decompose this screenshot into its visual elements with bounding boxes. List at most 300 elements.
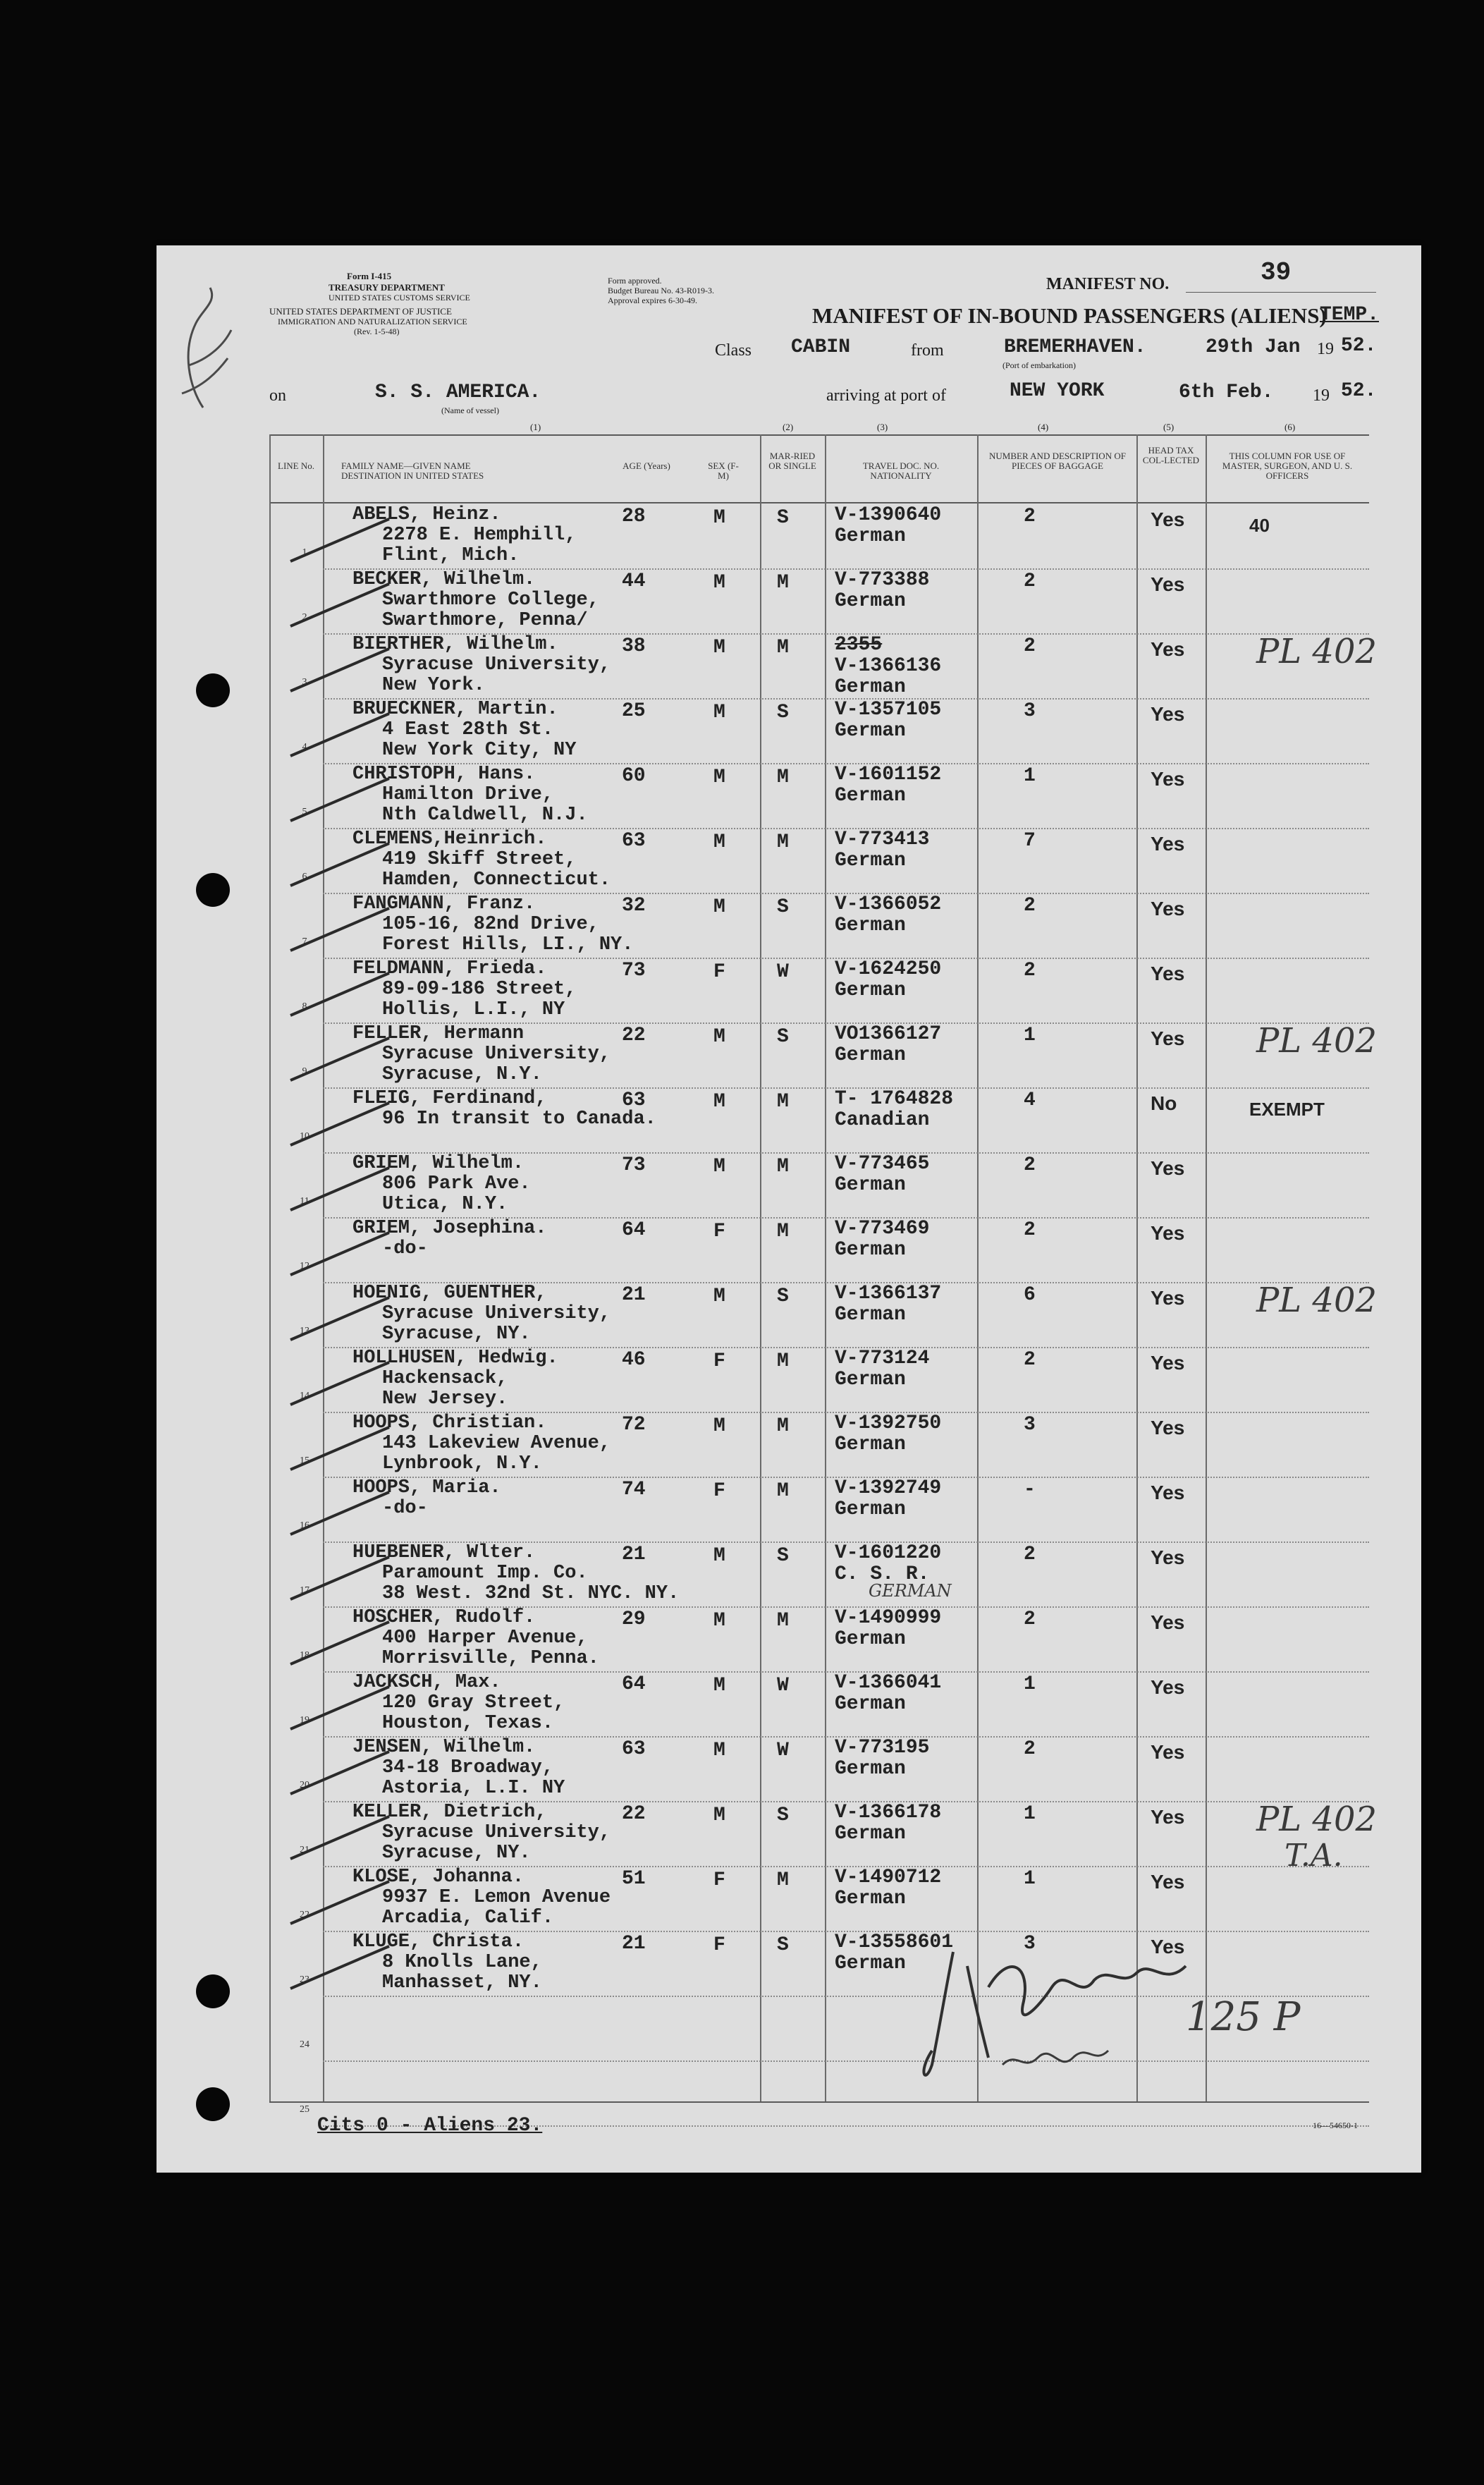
destination-line: Hollis, L.I., NY bbox=[382, 999, 565, 1020]
sex-value: F bbox=[713, 961, 725, 983]
age-value: 64 bbox=[622, 1219, 646, 1241]
nationality: German bbox=[835, 1498, 906, 1520]
col-num-4: (4) bbox=[1038, 422, 1049, 432]
treasury-dept: TREASURY DEPARTMENT bbox=[329, 282, 445, 293]
form-number: Form I-415 bbox=[347, 271, 392, 281]
struck-doc-number: 2355 bbox=[835, 634, 883, 656]
age-value: 44 bbox=[622, 570, 646, 592]
passenger-name: KLUGE, Christa. bbox=[352, 1931, 525, 1953]
travel-doc-number: V-1490999 bbox=[835, 1607, 942, 1629]
header-travel-doc: TRAVEL DOC. NO. bbox=[862, 460, 940, 471]
table-row bbox=[157, 829, 1421, 894]
destination-line: -do- bbox=[382, 1238, 428, 1259]
travel-doc-number: V-1490712 bbox=[835, 1867, 942, 1888]
age-value: 51 bbox=[622, 1868, 646, 1890]
destination-line: Syracuse University, bbox=[382, 1303, 611, 1324]
arrival-port: NEW YORK bbox=[1010, 380, 1105, 402]
header-officers: THIS COLUMN FOR USE OF MASTER, SURGEON, AND U. S. OFFICERS bbox=[1222, 451, 1353, 481]
check-mark bbox=[283, 1031, 396, 1087]
nationality: German bbox=[835, 1823, 906, 1845]
destination-line: 105-16, 82nd Drive, bbox=[382, 914, 599, 935]
sex-value: M bbox=[713, 831, 725, 853]
officer-remark: PL 402 bbox=[1256, 1021, 1378, 1061]
nationality: German bbox=[835, 1239, 906, 1261]
destination-line: Syracuse, N.Y. bbox=[382, 1064, 542, 1085]
passenger-name: HUEBENER, Wlter. bbox=[352, 1542, 536, 1563]
travel-doc-number: V-773413 bbox=[835, 829, 930, 850]
nationality: German bbox=[835, 590, 906, 612]
destination-line: Arcadia, Calif. bbox=[382, 1907, 554, 1929]
age-value: 22 bbox=[622, 1803, 646, 1825]
baggage-count: 1 bbox=[1024, 1803, 1036, 1825]
travel-doc-number: V-773195 bbox=[835, 1737, 930, 1759]
nationality: C. S. R. bbox=[835, 1563, 930, 1585]
baggage-count: 2 bbox=[1024, 635, 1036, 657]
destination-line: 806 Park Ave. bbox=[382, 1173, 531, 1195]
sex-value: M bbox=[713, 572, 725, 594]
passenger-name: ABELS, Heinz. bbox=[352, 504, 501, 525]
manifest-number: 39 bbox=[1261, 258, 1292, 287]
check-mark bbox=[283, 707, 396, 763]
nationality: German bbox=[835, 676, 906, 698]
arriving-label: arriving at port of bbox=[826, 386, 946, 405]
check-mark bbox=[283, 1550, 396, 1606]
line-number: 25 bbox=[300, 2104, 309, 2115]
check-mark bbox=[283, 1226, 396, 1282]
marital-status: M bbox=[777, 767, 789, 788]
head-tax-collected: Yes bbox=[1151, 1611, 1185, 1633]
baggage-count: 6 bbox=[1024, 1284, 1036, 1306]
destination-line: 419 Skiff Street, bbox=[382, 849, 577, 870]
manifest-title: MANIFEST OF IN-BOUND PASSENGERS (ALIENS) bbox=[812, 303, 1327, 328]
head-tax-collected: Yes bbox=[1151, 1222, 1185, 1244]
head-tax-collected: Yes bbox=[1151, 1546, 1185, 1568]
sex-value: M bbox=[713, 507, 725, 529]
age-value: 63 bbox=[622, 1738, 646, 1760]
totals-line: Cits 0 - Aliens 23. bbox=[317, 2115, 543, 2137]
line-number: 11 bbox=[300, 1196, 309, 1207]
punch-hole bbox=[196, 2087, 230, 2121]
line-number: 22 bbox=[300, 1910, 309, 1920]
destination-line: Syracuse University, bbox=[382, 654, 611, 676]
head-tax-collected: Yes bbox=[1151, 1871, 1185, 1893]
marital-status: S bbox=[777, 1545, 789, 1567]
passenger-name: JENSEN, Wilhelm. bbox=[352, 1737, 536, 1758]
passenger-name: CHRISTOPH, Hans. bbox=[352, 764, 536, 785]
table-row bbox=[157, 764, 1421, 829]
sex-value: F bbox=[713, 1934, 725, 1956]
table-top-rule bbox=[269, 434, 1369, 436]
passenger-name: JACKSCH, Max. bbox=[352, 1672, 501, 1693]
officer-remark: EXEMPT bbox=[1249, 1099, 1325, 1120]
head-tax-collected: Yes bbox=[1151, 1287, 1185, 1309]
header-baggage: NUMBER AND DESCRIPTION OF PIECES OF BAGGAGE bbox=[989, 451, 1126, 471]
destination-line: Morrisville, Penna. bbox=[382, 1648, 599, 1669]
head-tax-collected: Yes bbox=[1151, 833, 1185, 855]
marital-status: S bbox=[777, 1934, 789, 1956]
head-tax-collected: Yes bbox=[1151, 508, 1185, 530]
nationality: German bbox=[835, 979, 906, 1001]
nationality: German bbox=[835, 1174, 906, 1196]
nationality: German bbox=[835, 850, 906, 872]
head-tax-collected: Yes bbox=[1151, 1417, 1185, 1439]
line-number: 9 bbox=[302, 1066, 307, 1077]
officer-remark: PL 402 bbox=[1256, 1281, 1378, 1320]
nationality: German bbox=[835, 1888, 906, 1910]
passenger-name: KLOSE, Johanna. bbox=[352, 1867, 525, 1888]
header-name: FAMILY NAME—GIVEN NAME bbox=[341, 460, 471, 471]
sex-value: M bbox=[713, 1026, 725, 1048]
destination-line: Astoria, L.I. NY bbox=[382, 1778, 565, 1799]
header-head-tax: HEAD TAX COL-LECTED bbox=[1142, 445, 1200, 465]
head-tax-collected: Yes bbox=[1151, 1482, 1185, 1503]
line-number: 24 bbox=[300, 2039, 309, 2050]
line-number: 18 bbox=[300, 1650, 309, 1661]
age-value: 73 bbox=[622, 1154, 646, 1176]
table-row bbox=[157, 1932, 1421, 1997]
check-mark bbox=[283, 642, 396, 698]
officer-remark: PL 402 bbox=[1256, 632, 1378, 671]
age-value: 21 bbox=[622, 1284, 646, 1306]
travel-doc-number: V-773124 bbox=[835, 1348, 930, 1369]
destination-line: Syracuse University, bbox=[382, 1044, 611, 1065]
check-mark bbox=[283, 1809, 396, 1866]
passenger-name: FELDMANN, Frieda. bbox=[352, 958, 547, 979]
age-value: 28 bbox=[622, 506, 646, 527]
marital-status: M bbox=[777, 572, 789, 594]
destination-line: 96 In transit to Canada. bbox=[382, 1109, 656, 1130]
temp-mark: TEMP. bbox=[1320, 304, 1380, 326]
table-row bbox=[157, 700, 1421, 764]
passenger-name: FELLER, Hermann bbox=[352, 1023, 525, 1044]
destination-line: Syracuse, NY. bbox=[382, 1324, 531, 1345]
vessel-name: S. S. AMERICA. bbox=[375, 381, 541, 403]
travel-doc-number: V-1390640 bbox=[835, 504, 942, 526]
line-number: 23 bbox=[300, 1974, 309, 1985]
destination-line: Flint, Mich. bbox=[382, 545, 520, 566]
marital-status: S bbox=[777, 702, 789, 723]
nationality: German bbox=[835, 720, 906, 742]
travel-doc-number: V-1601220 bbox=[835, 1542, 942, 1564]
passenger-name: BECKER, Wilhelm. bbox=[352, 569, 536, 590]
head-tax-collected: Yes bbox=[1151, 1741, 1185, 1763]
travel-doc-number: V-1357105 bbox=[835, 699, 942, 721]
departure-year-prefix: 19 bbox=[1317, 340, 1334, 358]
destination-line: Forest Hills, LI., NY. bbox=[382, 934, 634, 955]
line-number: 20 bbox=[300, 1780, 309, 1790]
line-number: 15 bbox=[300, 1455, 309, 1466]
officer-remark-2: T.A. bbox=[1284, 1838, 1343, 1874]
marital-status: W bbox=[777, 961, 789, 983]
passenger-name: HOLLHUSEN, Hedwig. bbox=[352, 1348, 558, 1369]
embarkation-note: (Port of embarkation) bbox=[1002, 360, 1076, 370]
table-row bbox=[157, 1673, 1421, 1738]
baggage-count: - bbox=[1024, 1479, 1036, 1501]
nationality: German bbox=[835, 785, 906, 807]
destination-line: Hackensack, bbox=[382, 1368, 508, 1389]
table-row bbox=[157, 1154, 1421, 1219]
line-number: 6 bbox=[302, 872, 307, 882]
col-num-2: (2) bbox=[783, 422, 794, 432]
check-mark bbox=[283, 512, 396, 568]
table-row bbox=[157, 1867, 1421, 1932]
approval-expiry: Approval expires 6-30-49. bbox=[608, 295, 697, 305]
destination-line: 4 East 28th St. bbox=[382, 719, 554, 740]
nationality: German bbox=[835, 1953, 906, 1974]
col-num-5: (5) bbox=[1163, 422, 1175, 432]
destination-line: New York. bbox=[382, 675, 485, 696]
passenger-name: GRIEM, Josephina. bbox=[352, 1218, 547, 1239]
baggage-count: 2 bbox=[1024, 570, 1036, 592]
table-row bbox=[157, 505, 1421, 570]
check-mark bbox=[283, 577, 396, 633]
travel-doc-number: VO1366127 bbox=[835, 1023, 942, 1045]
officer-count-note: 125 P bbox=[1186, 1994, 1301, 2040]
passenger-entry bbox=[352, 1089, 656, 1130]
sex-value: F bbox=[713, 1869, 725, 1891]
sex-value: F bbox=[713, 1221, 725, 1242]
passenger-name: BIERTHER, Wilhelm. bbox=[352, 634, 558, 655]
header-bottom-rule bbox=[269, 502, 1369, 503]
head-tax-collected: Yes bbox=[1151, 703, 1185, 725]
arrival-date: 6th Feb. bbox=[1179, 381, 1274, 403]
margin-signature bbox=[161, 267, 245, 429]
passenger-name: FLEIG, Ferdinand, bbox=[352, 1088, 547, 1109]
check-mark bbox=[283, 1355, 396, 1412]
head-tax-collected: Yes bbox=[1151, 898, 1185, 920]
table-row bbox=[157, 1800, 1421, 1874]
check-mark bbox=[283, 1939, 396, 1996]
baggage-count: 2 bbox=[1024, 1738, 1036, 1760]
nationality: German bbox=[835, 1044, 906, 1066]
table-row bbox=[157, 1413, 1421, 1478]
check-mark bbox=[283, 1290, 396, 1347]
destination-line: 120 Gray Street, bbox=[382, 1692, 565, 1714]
travel-doc-number: V-1624250 bbox=[835, 958, 942, 980]
col-num-3: (3) bbox=[877, 422, 888, 432]
vessel-note: (Name of vessel) bbox=[441, 405, 499, 415]
sex-value: M bbox=[713, 1740, 725, 1762]
check-mark bbox=[283, 1096, 396, 1152]
baggage-count: 2 bbox=[1024, 506, 1036, 527]
table-row bbox=[157, 570, 1421, 635]
nationality: German bbox=[835, 1758, 906, 1780]
justice-dept: UNITED STATES DEPARTMENT OF JUSTICE bbox=[269, 306, 452, 317]
marital-status: W bbox=[777, 1740, 789, 1762]
table-row bbox=[157, 959, 1421, 1024]
marital-status: W bbox=[777, 1675, 789, 1697]
baggage-count: 2 bbox=[1024, 1608, 1036, 1630]
sex-value: M bbox=[713, 767, 725, 788]
form-revision: (Rev. 1-5-48) bbox=[354, 326, 400, 336]
passenger-name: HOENIG, GUENTHER, bbox=[352, 1283, 547, 1304]
check-mark bbox=[283, 1420, 396, 1477]
punch-hole bbox=[196, 873, 230, 907]
destination-line: 400 Harper Avenue, bbox=[382, 1628, 588, 1649]
destination-line: 2278 E. Hemphill, bbox=[382, 525, 577, 546]
check-mark bbox=[283, 966, 396, 1022]
baggage-count: 4 bbox=[1024, 1089, 1036, 1111]
head-tax-collected: No bbox=[1151, 1092, 1177, 1114]
line-number: 21 bbox=[300, 1845, 309, 1855]
check-mark bbox=[283, 836, 396, 893]
line-number: 17 bbox=[300, 1585, 309, 1596]
baggage-count: 2 bbox=[1024, 1219, 1036, 1241]
travel-doc-number: V-1366137 bbox=[835, 1283, 942, 1305]
destination-line: Manhasset, NY. bbox=[382, 1972, 542, 1994]
age-value: 63 bbox=[622, 830, 646, 852]
line-number: 1 bbox=[302, 547, 307, 558]
arrival-year-prefix: 19 bbox=[1313, 386, 1330, 405]
nationality: Canadian bbox=[835, 1109, 930, 1131]
check-mark bbox=[283, 1615, 396, 1671]
baggage-count: 3 bbox=[1024, 700, 1036, 722]
destination-line: 8 Knolls Lane, bbox=[382, 1952, 542, 1973]
destination-line: Lynbrook, N.Y. bbox=[382, 1453, 542, 1474]
table-row bbox=[157, 1543, 1421, 1608]
age-value: 21 bbox=[622, 1933, 646, 1955]
passenger-name: FANGMANN, Franz. bbox=[352, 893, 536, 915]
table-row bbox=[157, 894, 1421, 959]
marital-status: M bbox=[777, 1156, 789, 1178]
handwritten-nationality: GERMAN bbox=[869, 1581, 952, 1601]
age-value: 32 bbox=[622, 895, 646, 917]
baggage-count: 1 bbox=[1024, 1673, 1036, 1695]
baggage-count: 1 bbox=[1024, 1025, 1036, 1046]
arrival-year: 52. bbox=[1341, 380, 1377, 402]
check-mark bbox=[283, 901, 396, 958]
check-mark bbox=[283, 1161, 396, 1217]
age-value: 73 bbox=[622, 960, 646, 982]
header-line-no: LINE No. bbox=[278, 460, 314, 471]
header-married: MAR-RIED OR SINGLE bbox=[768, 451, 816, 471]
head-tax-collected: Yes bbox=[1151, 963, 1185, 984]
marital-status: M bbox=[777, 831, 789, 853]
baggage-count: 2 bbox=[1024, 1544, 1036, 1565]
marital-status: S bbox=[777, 1026, 789, 1048]
nationality: German bbox=[835, 1369, 906, 1391]
manifest-label: MANIFEST NO. bbox=[1046, 275, 1170, 293]
head-tax-collected: Yes bbox=[1151, 638, 1185, 660]
form-approved: Form approved. bbox=[608, 276, 662, 286]
check-mark bbox=[283, 1485, 396, 1541]
line-number: 12 bbox=[300, 1261, 309, 1271]
nationality: German bbox=[835, 1434, 906, 1455]
travel-doc-number: V-1366136 bbox=[835, 655, 942, 677]
class-label: Class bbox=[715, 341, 752, 360]
travel-doc-number: V-773388 bbox=[835, 569, 930, 591]
age-value: 22 bbox=[622, 1025, 646, 1046]
check-mark bbox=[283, 771, 396, 828]
officer-signature bbox=[911, 1924, 1207, 2107]
departure-year: 52. bbox=[1341, 335, 1377, 357]
age-value: 60 bbox=[622, 765, 646, 787]
marital-status: M bbox=[777, 1091, 789, 1113]
sex-value: M bbox=[713, 1675, 725, 1697]
travel-doc-number: V-773469 bbox=[835, 1218, 930, 1240]
age-value: 38 bbox=[622, 635, 646, 657]
baggage-count: 2 bbox=[1024, 895, 1036, 917]
passenger-name: BRUECKNER, Martin. bbox=[352, 699, 558, 720]
sex-value: M bbox=[713, 1805, 725, 1826]
immigration-service: IMMIGRATION AND NATURALIZATION SERVICE bbox=[278, 317, 467, 326]
destination-line: Syracuse, NY. bbox=[382, 1843, 531, 1864]
customs-service: UNITED STATES CUSTOMS SERVICE bbox=[329, 293, 470, 303]
destination-line: New Jersey. bbox=[382, 1388, 508, 1410]
on-label: on bbox=[269, 386, 286, 405]
age-value: 72 bbox=[622, 1414, 646, 1436]
baggage-count: 7 bbox=[1024, 830, 1036, 852]
from-port: BREMERHAVEN. bbox=[1004, 336, 1146, 358]
head-tax-collected: Yes bbox=[1151, 1676, 1185, 1698]
officer-remark: 40 bbox=[1249, 515, 1270, 536]
line-number: 7 bbox=[302, 936, 307, 947]
table-row bbox=[157, 1608, 1421, 1673]
age-value: 63 bbox=[622, 1089, 646, 1111]
nationality: German bbox=[835, 915, 906, 936]
from-label: from bbox=[911, 341, 944, 360]
line-number: 8 bbox=[302, 1001, 307, 1012]
age-value: 29 bbox=[622, 1608, 646, 1630]
marital-status: S bbox=[777, 1805, 789, 1826]
passenger-name: GRIEM, Wilhelm. bbox=[352, 1153, 525, 1174]
destination-line: 89-09-186 Street, bbox=[382, 979, 577, 1000]
header-nationality: NATIONALITY bbox=[870, 470, 932, 481]
table-row bbox=[157, 1738, 1421, 1802]
passenger-name: KELLER, Dietrich, bbox=[352, 1802, 547, 1823]
travel-doc-number: V-1392749 bbox=[835, 1477, 942, 1499]
punch-hole bbox=[196, 673, 230, 707]
destination-line: 34-18 Broadway, bbox=[382, 1757, 554, 1778]
nationality: German bbox=[835, 525, 906, 547]
line-number: 14 bbox=[300, 1391, 309, 1401]
nationality: German bbox=[835, 1304, 906, 1326]
head-tax-collected: Yes bbox=[1151, 1352, 1185, 1374]
destination-line: Swarthmore, Penna/ bbox=[382, 610, 588, 631]
line-number: 5 bbox=[302, 807, 307, 817]
passenger-name: HOOPS, Maria. bbox=[352, 1477, 501, 1498]
table-row bbox=[157, 1219, 1421, 1283]
destination-line: 38 West. 32nd St. NYC. NY. bbox=[382, 1583, 680, 1604]
destination-line: Hamden, Connecticut. bbox=[382, 869, 611, 891]
col-num-6: (6) bbox=[1284, 422, 1296, 432]
baggage-count: 3 bbox=[1024, 1933, 1036, 1955]
passenger-name: HOOPS, Christian. bbox=[352, 1412, 547, 1434]
head-tax-collected: Yes bbox=[1151, 1027, 1185, 1049]
header-sex: SEX (F-M) bbox=[708, 460, 739, 481]
age-value: 74 bbox=[622, 1479, 646, 1501]
age-value: 25 bbox=[622, 700, 646, 722]
travel-doc-number: V-1392750 bbox=[835, 1412, 942, 1434]
destination-line: New York City, NY bbox=[382, 740, 577, 761]
line-number: 13 bbox=[300, 1326, 309, 1336]
header-age: AGE (Years) bbox=[623, 460, 670, 471]
sex-value: M bbox=[713, 637, 725, 659]
manifest-sheet bbox=[157, 245, 1421, 2173]
punch-hole bbox=[196, 1974, 230, 2008]
baggage-count: 1 bbox=[1024, 765, 1036, 787]
sex-value: M bbox=[713, 1286, 725, 1307]
age-value: 21 bbox=[622, 1544, 646, 1565]
destination-line: Houston, Texas. bbox=[382, 1713, 554, 1734]
sex-value: M bbox=[713, 1415, 725, 1437]
destination-line: Utica, N.Y. bbox=[382, 1194, 508, 1215]
baggage-count: 1 bbox=[1024, 1868, 1036, 1890]
marital-status: M bbox=[777, 1415, 789, 1437]
head-tax-collected: Yes bbox=[1151, 1936, 1185, 1958]
marital-status: S bbox=[777, 896, 789, 918]
baggage-count: 2 bbox=[1024, 1349, 1036, 1371]
